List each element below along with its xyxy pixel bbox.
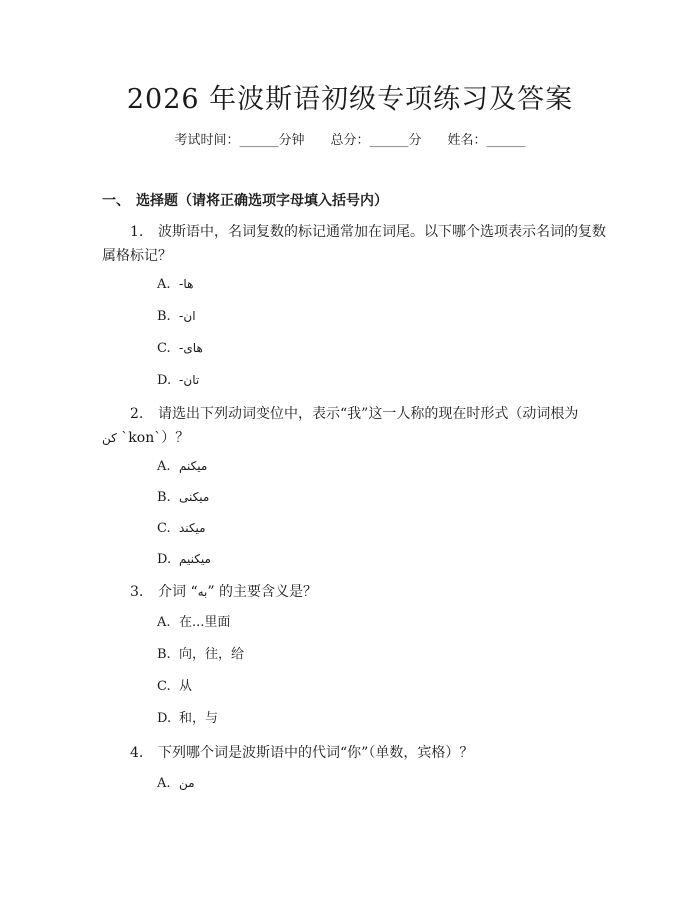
student-name-field: 姓名：______ [447, 133, 526, 148]
question-2-option-b [157, 487, 209, 508]
question-4-option-a [157, 773, 195, 794]
option-text: من [179, 776, 195, 790]
option-text: 和，与 [179, 711, 219, 726]
option-letter: D. [157, 552, 172, 567]
verb-root-latin: `kon`）？ [116, 430, 190, 446]
question-2-option-d [157, 549, 211, 570]
option-letter: B. [157, 490, 171, 505]
option-letter: A. [157, 459, 171, 474]
question-2-option-c [157, 518, 206, 539]
option-text: ها [183, 277, 194, 291]
question-number: 3. [130, 584, 144, 600]
option-letter: C. [157, 679, 171, 694]
option-text: 在...里面 [179, 615, 231, 630]
question-text-end: ” 的主要含义是？ [207, 584, 317, 600]
option-text: میکند [179, 521, 206, 535]
question-3 [102, 580, 600, 604]
option-text: تان [183, 373, 200, 387]
option-text: میکنیم [179, 552, 211, 566]
question-text-start: 介词 “ [158, 584, 198, 600]
option-letter: A. [157, 776, 171, 791]
question-number: 2. [130, 406, 144, 422]
question-1-option-c [157, 338, 203, 359]
question-text-continued: 属格标记？ [102, 248, 172, 264]
preposition-persian: به [197, 585, 208, 599]
question-2 [102, 402, 600, 450]
question-2-option-a [157, 456, 207, 477]
question-3-option-d [157, 709, 218, 729]
option-letter: C. [157, 521, 171, 536]
option-prefix: - [179, 277, 184, 292]
option-letter: D. [157, 373, 172, 388]
option-letter: B. [157, 647, 171, 662]
option-text: ان [183, 309, 196, 323]
question-1 [102, 220, 606, 268]
option-letter: A. [157, 615, 171, 630]
question-1-option-b [157, 306, 196, 327]
question-text: 波斯语中，名词复数的标记通常加在词尾。以下哪个选项表示名词的复数 [158, 224, 606, 240]
exam-info [0, 131, 700, 151]
option-text: های [183, 341, 203, 355]
exam-time-field: 考试时间：______分钟 [174, 133, 305, 148]
question-1-option-a [157, 274, 193, 295]
section-number: 一、 [102, 193, 130, 209]
question-number: 4. [130, 745, 144, 761]
question-number: 1. [130, 224, 144, 240]
option-prefix: - [179, 373, 184, 388]
section-heading [102, 191, 388, 211]
option-text: میکنم [179, 459, 208, 473]
option-text: 向，往，给 [179, 647, 245, 662]
option-prefix: - [179, 309, 184, 324]
option-letter: B. [157, 309, 171, 324]
page-title: 2026 年波斯语初级专项练习及答案 [126, 84, 574, 115]
question-3-option-c [157, 677, 192, 697]
option-prefix: - [179, 341, 184, 356]
question-1-option-d [157, 370, 199, 391]
question-3-option-a [157, 613, 230, 633]
question-3-option-b [157, 645, 244, 665]
question-text: 下列哪个词是波斯语中的代词“你”（单数，宾格）？ [158, 745, 474, 761]
question-4 [102, 741, 600, 765]
option-text: میکنی [179, 490, 210, 504]
option-letter: A. [157, 277, 171, 292]
option-letter: D. [157, 711, 172, 726]
total-score-field: 总分：______分 [330, 133, 422, 148]
option-letter: C. [157, 341, 171, 356]
verb-root-persian: کن [102, 431, 117, 445]
question-text-continued [102, 426, 600, 450]
option-text: 从 [179, 679, 193, 694]
question-text: 请选出下列动词变位中，表示“我”这一人称的现在时形式（动词根为 [158, 406, 579, 422]
section-label: 选择题（请将正确选项字母填入括号内） [136, 193, 388, 209]
